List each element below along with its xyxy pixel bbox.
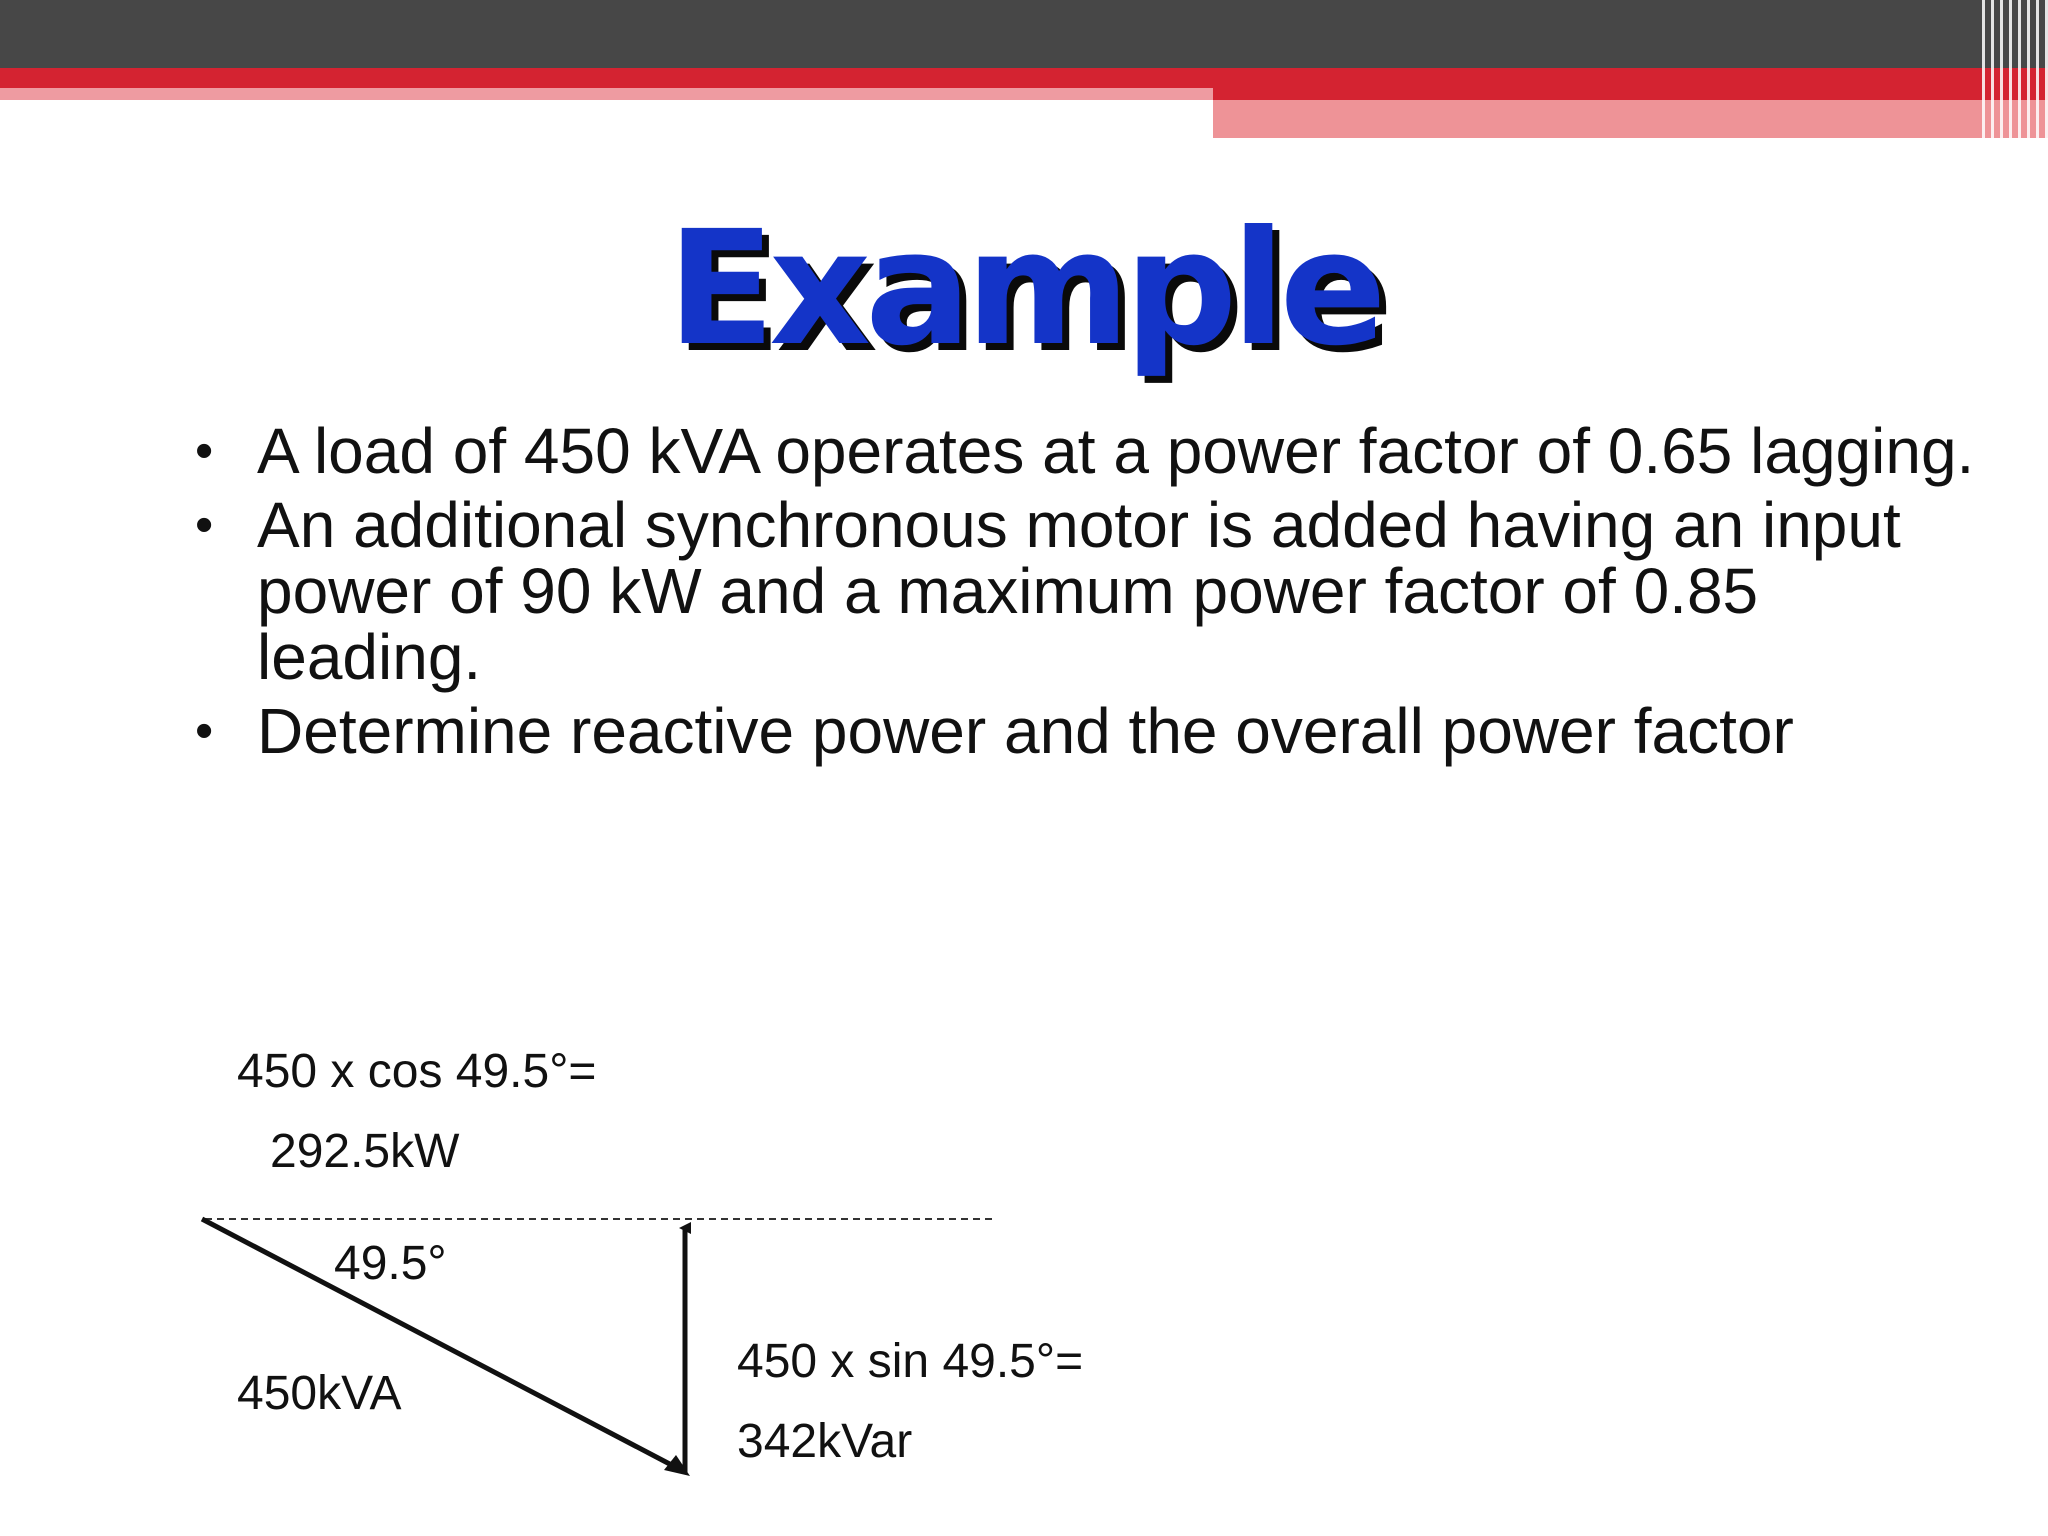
- real-power-value: 292.5kW: [270, 1125, 460, 1178]
- reactive-power-value: 342kVar: [737, 1415, 913, 1468]
- apparent-power-label: 450kVA: [237, 1367, 402, 1420]
- slide-title: Example: [667, 197, 1381, 381]
- bullet-marker: •: [195, 702, 214, 760]
- bullet-text: Determine reactive power and the overall power factor: [257, 695, 1794, 767]
- bullet-marker: •: [195, 496, 214, 554]
- angle-label: 49.5°: [334, 1237, 447, 1290]
- reactive-power-formula: 450 x sin 49.5°=: [737, 1335, 1084, 1388]
- bullet-marker: •: [195, 422, 214, 480]
- real-power-formula: 450 x cos 49.5°=: [237, 1045, 597, 1098]
- bullet-text: A load of 450 kVA operates at a power factor of 0.65 lagging.: [257, 415, 1975, 487]
- bullet-text: An additional synchronous motor is added having an input power of 90 kW and a maximum power factor of 0.85 leading.: [257, 489, 1901, 693]
